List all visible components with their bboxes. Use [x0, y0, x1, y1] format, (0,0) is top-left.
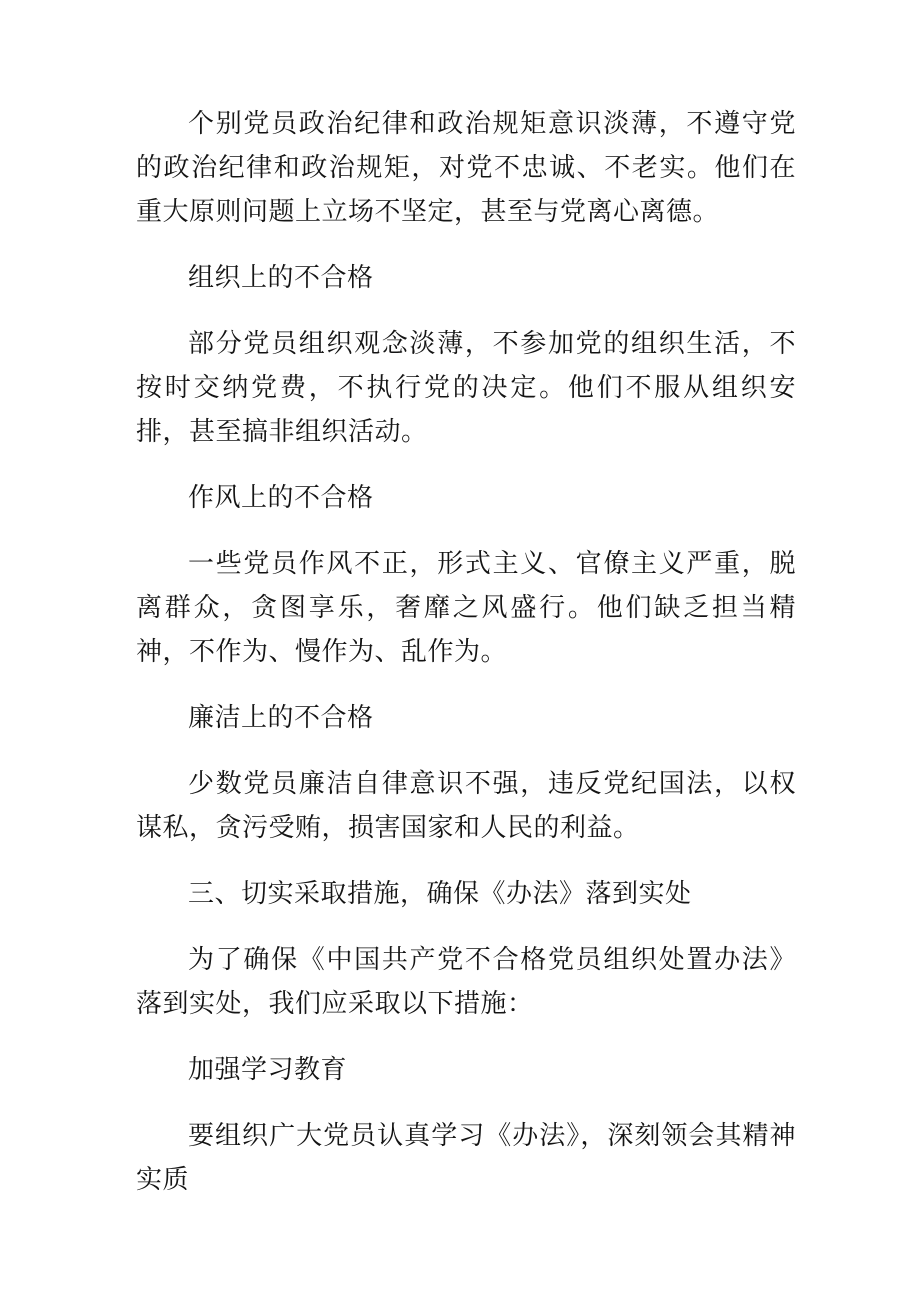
heading-integrity-unqualified: 廉洁上的不合格	[188, 703, 374, 733]
section-heading-measures: 三、切实采取措施，确保《办法》落到实处	[188, 879, 692, 909]
paragraph-organizational: 部分党员组织观念淡薄，不参加党的组织生活，不按时交纳党费，不执行党的决定。他们不服从组织安排，甚至搞非组织活动。	[136, 329, 796, 447]
heading-style-unqualified: 作风上的不合格	[188, 483, 374, 513]
paragraph-style: 一些党员作风不正，形式主义、官僚主义严重，脱离群众，贪图享乐，奢靡之风盛行。他们缺乏担当精神，不作为、慢作为、乱作为。	[136, 549, 796, 667]
paragraph-study-education: 要组织广大党员认真学习《办法》，深刻领会其精神实质	[136, 1121, 796, 1195]
paragraph-political-discipline: 个别党员政治纪律和政治规矩意识淡薄，不遵守党的政治纪律和政治规矩，对党不忠诚、不老实。他们在重大原则问题上立场不坚定，甚至与党离心离德。	[136, 109, 796, 227]
paragraph-measures-intro: 为了确保《中国共产党不合格党员组织处置办法》落到实处，我们应采取以下措施：	[136, 945, 796, 1019]
document-body	[136, 102, 796, 1224]
paragraph-integrity: 少数党员廉洁自律意识不强，违反党纪国法，以权谋私，贪污受贿，损害国家和人民的利益。	[136, 769, 796, 843]
heading-organizational-unqualified: 组织上的不合格	[188, 263, 374, 293]
heading-study-education: 加强学习教育	[188, 1055, 348, 1085]
